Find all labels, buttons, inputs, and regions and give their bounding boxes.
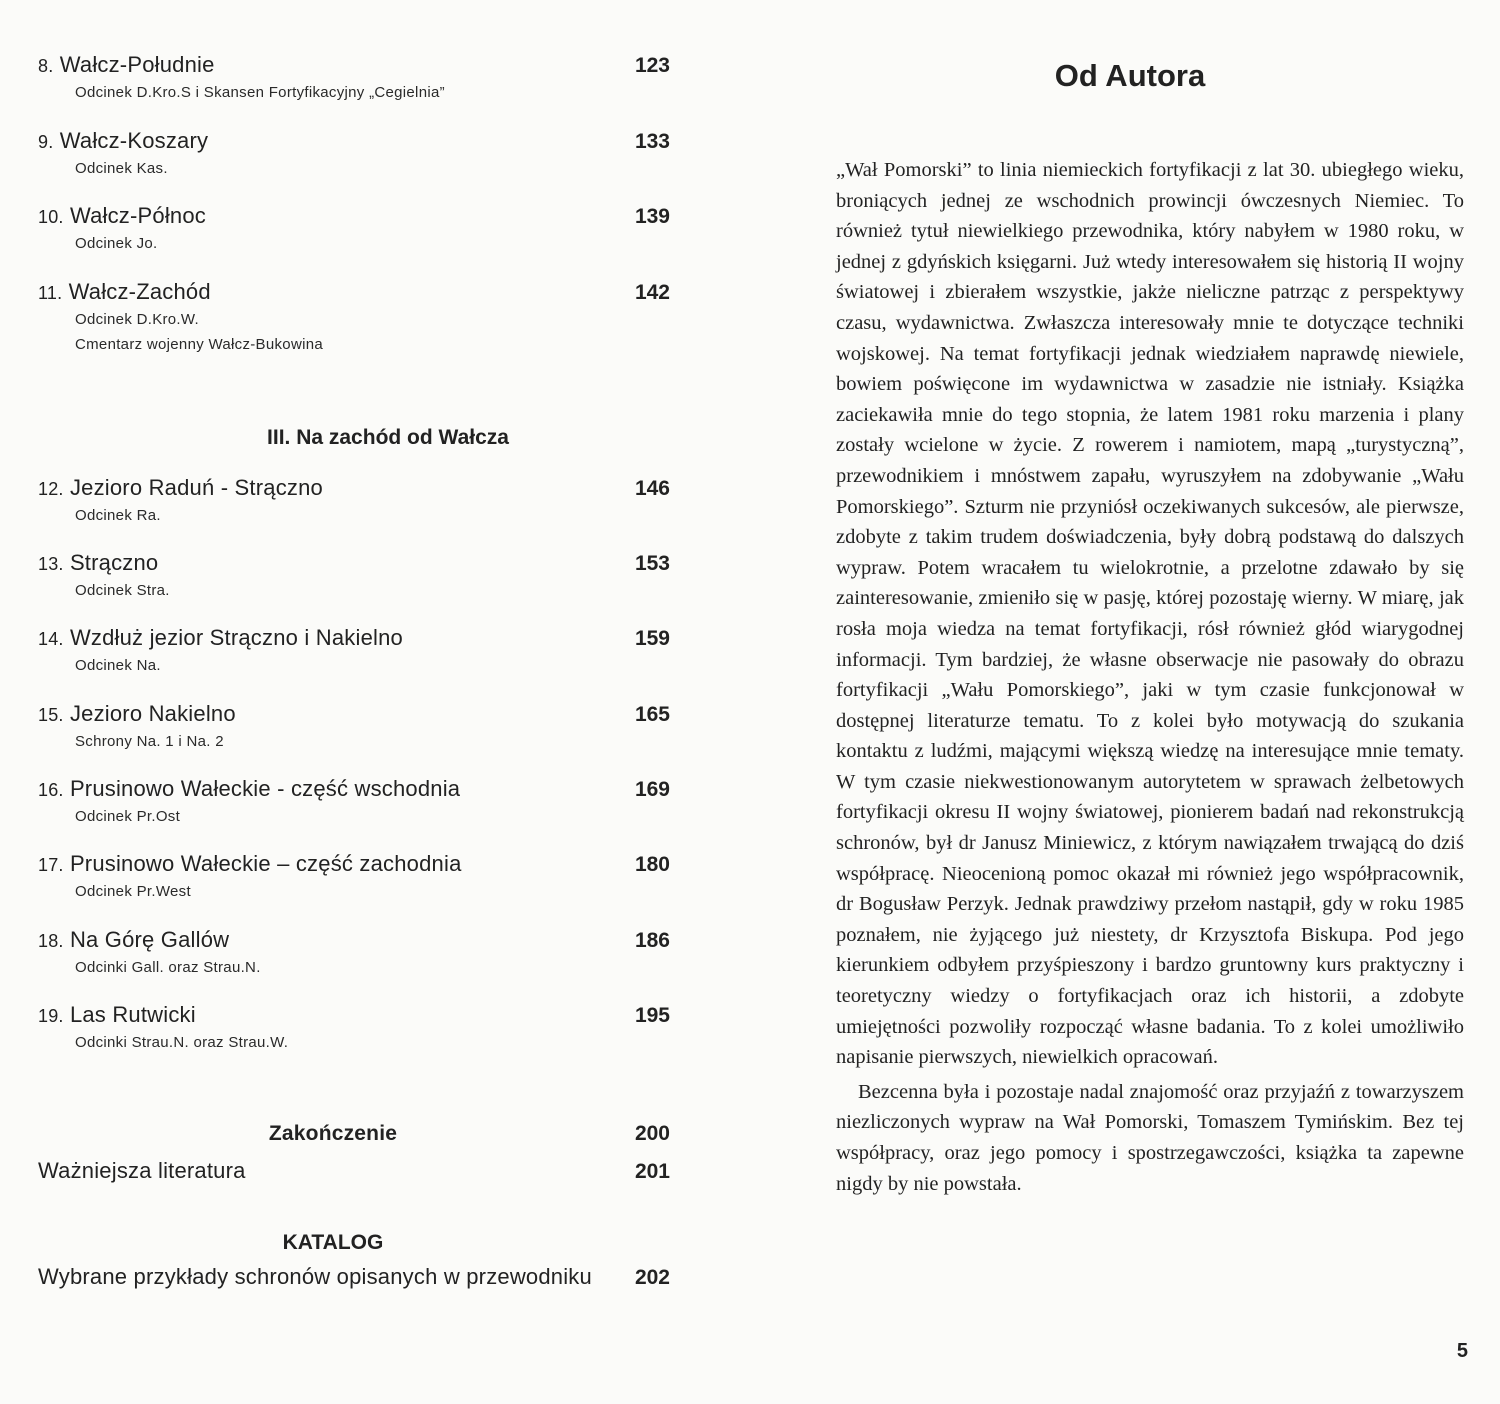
toc-entry-title: 13. Strączno bbox=[38, 550, 159, 575]
section-heading: III. Na zachód od Wałcza bbox=[267, 426, 509, 449]
toc-entry-title: 10. Wałcz-Północ bbox=[38, 203, 207, 228]
article-paragraph: Bezcenna była i pozostaje nadal znajomość oraz przyjaźń z towarzyszem niezliczonych wypraw na Wał Pomorski, Tomaszem Tymińskim. Bez tej współpracy, oraz jego pomocy i spostrzegawczości, książka ta zapewne nigdy by nie powstała. bbox=[836, 1080, 1464, 1195]
toc-entry-page: 169 bbox=[634, 778, 670, 801]
toc-entry-page: 186 bbox=[634, 929, 670, 952]
toc-entry[interactable] bbox=[38, 128, 670, 181]
toc-entry-page: 201 bbox=[634, 1160, 670, 1183]
toc-entry[interactable] bbox=[38, 52, 670, 105]
page-number: 5 bbox=[1456, 1340, 1468, 1362]
toc-entry[interactable] bbox=[38, 550, 670, 603]
toc-entry-subtitle: Schrony Na. 1 i Na. 2 bbox=[75, 733, 224, 750]
toc-entry-title: 19. Las Rutwicki bbox=[38, 1002, 196, 1027]
toc-entry[interactable] bbox=[38, 701, 670, 754]
toc-entry-subtitle: Odcinek Ra. bbox=[75, 507, 161, 524]
right-page-article bbox=[760, 0, 1500, 1404]
article-body bbox=[836, 155, 1464, 1199]
toc-entry-page: 195 bbox=[634, 1004, 670, 1027]
toc-entry-subtitle: Odcinek Jo. bbox=[75, 235, 158, 252]
toc-entry-page: 133 bbox=[634, 130, 670, 153]
toc-entry-title: 9. Wałcz-Koszary bbox=[38, 128, 209, 153]
toc-entry-title: 14. Wzdłuż jezior Strączno i Nakielno bbox=[38, 625, 403, 650]
toc-entry-literature[interactable] bbox=[38, 1158, 670, 1184]
toc-entry-page: 202 bbox=[634, 1266, 670, 1289]
toc-entry-subtitle: Odcinek Kas. bbox=[75, 160, 168, 177]
article-paragraph: „Wał Pomorski” to linia niemieckich fortyfikacji z lat 30. ubiegłego wieku, broniących jednej ze wschodnich prowincji ówczesnych Niemiec. To również tytuł niewielkiego przewodnika, który nabyłem w 1980 roku, w jednej z gdyńskich księgarni. Już wtedy interesowałem się historią II wojny światowej i zbierałem wszystkie, jakże nieliczne patrząc z perspektywy czasu, wydawnictwa. Zwłaszcza interesowały mnie te dotyczące techniki wojskowej. Na temat fortyfikacji jednak wiedziałem naprawdę niewiele, bowiem poświęcone im wydawnictwa w zasadzie nie istniały. Książka zaciekawiła mnie do tego stopnia, że latem 1981 roku marzenia i plany zostały wcielone w życie. Z rowerem i namiotem, mapą „turystyczną”, przewodnikiem i mnóstwem zapału, wyruszyłem na zdobywanie „Wału Pomorskiego”. Szturm nie przyniósł oczekiwanych sukcesów, ale pierwsze, zdobyte z takim trudem doświadczenia, były dobrą podstawą do dalszych wypraw. Potem wracałem tu wielokrotnie, a przelotne zdawało by się zainteresowanie, zmieniło się w pasję, której pozostaję wierny. W miarę, jak rosła moja wiedza na temat fortyfikacji, rósł również głód wiarygodnej informacji. Tym bardziej, że własne obserwacje nie pasowały do obrazu fortyfikacji „Wału Pomorskiego”, jaki w tym czasie funkcjonował w dostępnej literaturze tematu. To z kolei było motywacją do szukania kontaktu z ludźmi, mającymi większą wiedzę na interesujące mnie tematy. W tym czasie niekwestionowanym autorytetem w sprawach żelbetowych fortyfikacji okresu II wojny światowej, pionierem badań nad rekonstrukcją schronów, był dr Janusz Miniewicz, z którym nawiązałem trwającą do dziś współpracę. Nieocenioną pomoc okazał mi również jego współpracownik, dr Bogusław Perzyk. Jednak prawdziwy przełom nastąpił, gdy w roku 1985 poznałem, nie żyjącego już niestety, dr Krzysztofa Biskupa. Pod jego kierunkiem odbyłem przyśpieszony i bardzo gruntowny kurs praktyczny i teoretyczny wiedzy o fortyfikacjach oraz ich historii, a zdobyte umiejętności pozwoliły rozpocząć własne badania. To z kolei umożliwiło napisanie pierwszych, niewielkich opracowań. bbox=[836, 159, 1464, 1069]
toc-entry-page: 123 bbox=[634, 54, 670, 77]
toc-entry-subtitle: Odcinek Pr.West bbox=[75, 883, 191, 900]
toc-entry-subtitle: Odcinek Na. bbox=[75, 657, 161, 674]
toc-entry-page: 200 bbox=[634, 1122, 670, 1145]
toc-entry-subtitle: Odcinek D.Kro.W. bbox=[75, 311, 200, 328]
toc-entry-title: 8. Wałcz-Południe bbox=[38, 52, 215, 77]
article-title: Od Autora bbox=[1054, 58, 1206, 93]
toc-entry-title: 18. Na Górę Gallów bbox=[38, 927, 230, 952]
toc-entry-page: 142 bbox=[634, 281, 670, 304]
toc-entry[interactable] bbox=[38, 279, 670, 357]
toc-entry-title: 16. Prusinowo Wałeckie - część wschodnia bbox=[38, 776, 461, 801]
toc-entry[interactable] bbox=[38, 475, 670, 528]
toc-catalog-title: Wybrane przykłady schronów opisanych w przewodniku bbox=[38, 1264, 592, 1289]
toc-entry[interactable] bbox=[38, 776, 670, 829]
toc-entry-ending[interactable] bbox=[38, 1122, 670, 1146]
toc-entry-page: 146 bbox=[634, 477, 670, 500]
toc-entry-subtitle: Odcinki Gall. oraz Strau.N. bbox=[75, 959, 261, 976]
toc-entry[interactable] bbox=[38, 851, 670, 904]
toc-entry-title: 11. Wałcz-Zachód bbox=[38, 279, 211, 304]
toc-entry-title: 12. Jezioro Raduń - Strączno bbox=[38, 475, 323, 500]
toc-entry[interactable] bbox=[38, 203, 670, 256]
toc-entry-page: 165 bbox=[634, 703, 670, 726]
catalog-heading: KATALOG bbox=[282, 1231, 384, 1254]
toc-entry-page: 139 bbox=[634, 205, 670, 228]
toc-entry[interactable] bbox=[38, 927, 670, 980]
toc-entry-subtitle: Cmentarz wojenny Wałcz-Bukowina bbox=[75, 336, 323, 353]
toc-entry-page: 180 bbox=[634, 853, 670, 876]
toc-entry-subtitle: Odcinek Pr.Ost bbox=[75, 808, 181, 825]
toc-entry-subtitle: Odcinek Stra. bbox=[75, 582, 170, 599]
toc-entry[interactable] bbox=[38, 625, 670, 678]
toc-literature-title: Ważniejsza literatura bbox=[38, 1158, 246, 1183]
toc-entry-subtitle: Odcinki Strau.N. oraz Strau.W. bbox=[75, 1034, 289, 1051]
toc-entry[interactable] bbox=[38, 1002, 670, 1055]
toc-entry-title: 17. Prusinowo Wałeckie – część zachodnia bbox=[38, 851, 462, 876]
toc-entry-page: 153 bbox=[634, 552, 670, 575]
toc-entry-page: 159 bbox=[634, 627, 670, 650]
toc-ending-title: Zakończenie bbox=[268, 1122, 398, 1145]
toc-entry-catalog[interactable] bbox=[38, 1264, 670, 1290]
toc-entry-subtitle: Odcinek D.Kro.S i Skansen Fortyfikacyjny „Cegielnia” bbox=[75, 84, 445, 101]
toc-entry-title: 15. Jezioro Nakielno bbox=[38, 701, 236, 726]
